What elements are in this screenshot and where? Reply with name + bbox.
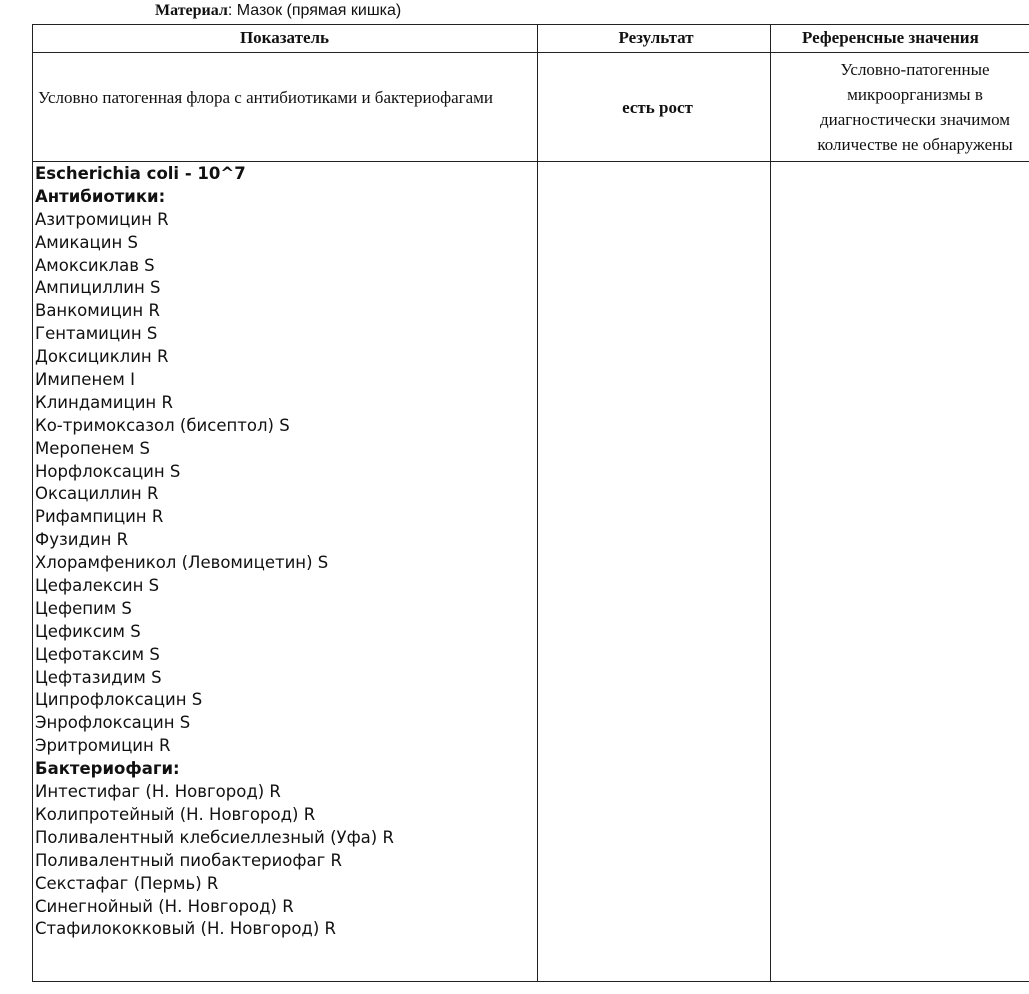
antibiotic-item: Оксациллин R xyxy=(35,484,159,504)
phage-item: Колипротейный (Н. Новгород) R xyxy=(35,804,316,824)
phages-heading: Бактериофаги: xyxy=(35,759,180,779)
phage-item: Стафилококковый (Н. Новгород) R xyxy=(35,919,336,939)
antibiotic-item: Цефалексин S xyxy=(35,576,160,596)
column-divider-reference xyxy=(770,24,771,981)
phage-item: Синегнойный (Н. Новгород) R xyxy=(35,896,294,916)
sensitivity-list xyxy=(35,163,535,941)
antibiotic-item: Хлорамфеникол (Левомицетин) S xyxy=(35,553,329,573)
phage-item: Поливалентный клебсиеллезный (Уфа) R xyxy=(35,827,394,847)
table-border-bottom xyxy=(32,981,1029,982)
antibiotic-item: Меропенем S xyxy=(35,438,151,458)
header-divider xyxy=(32,52,1029,53)
material-value: : Мазок (прямая кишка) xyxy=(227,2,402,19)
antibiotic-item: Ко-тримоксазол (бисептол) S xyxy=(35,415,290,435)
header-indicator: Показатель xyxy=(239,28,330,47)
header-reference: Референсные значения xyxy=(802,28,979,47)
material-label: Материал xyxy=(155,2,228,19)
reference-line: Условно-патогенные xyxy=(840,60,990,79)
row-divider xyxy=(32,161,1029,162)
antibiotic-item: Гентамицин S xyxy=(35,324,158,344)
phage-item: Поливалентный пиобактериофаг R xyxy=(35,850,342,870)
indicator-flora-cell: Условно патогенная флора с антибиотиками и бактериофагами xyxy=(38,88,494,107)
reference-line: количестве не обнаружены xyxy=(817,135,1013,154)
antibiotic-item: Цефепим S xyxy=(35,598,132,618)
antibiotic-item: Энрофлоксацин S xyxy=(35,713,191,733)
antibiotic-item: Клиндамицин R xyxy=(35,392,173,412)
column-divider-result xyxy=(537,24,538,981)
result-value: есть рост xyxy=(622,98,693,117)
phage-item: Интестифаг (Н. Новгород) R xyxy=(35,782,281,802)
antibiotic-item: Ампициллин S xyxy=(35,278,161,298)
antibiotic-item: Доксициклин R xyxy=(35,347,169,367)
reference-line: диагностически значимом xyxy=(819,110,1011,129)
antibiotic-item: Цефтазидим S xyxy=(35,667,162,687)
header-result: Результат xyxy=(618,28,694,47)
antibiotic-item: Цефотаксим S xyxy=(35,644,160,664)
reference-line: микроорганизмы в xyxy=(847,85,983,104)
antibiotic-item: Амоксиклав S xyxy=(35,255,155,275)
phage-item: Секстафаг (Пермь) R xyxy=(35,873,219,893)
organism-title: Escherichia coli - 10^7 xyxy=(35,164,246,183)
antibiotic-item: Цефиксим S xyxy=(35,621,141,641)
antibiotic-item: Амикацин S xyxy=(35,232,138,252)
antibiotic-item: Азитромицин R xyxy=(35,209,169,229)
reference-value xyxy=(770,57,1029,157)
antibiotics-heading: Антибиотики: xyxy=(35,186,166,206)
antibiotic-item: Норфлоксацин S xyxy=(35,461,181,481)
antibiotic-item: Эритромицин R xyxy=(35,736,171,756)
antibiotic-item: Ванкомицин R xyxy=(35,301,160,321)
antibiotic-item: Рифампицин R xyxy=(35,507,164,527)
antibiotic-item: Фузидин R xyxy=(35,530,129,550)
antibiotic-item: Ципрофлоксацин S xyxy=(35,690,203,710)
material-line xyxy=(155,0,401,22)
antibiotic-item: Имипенем I xyxy=(35,370,135,390)
table-border-left xyxy=(32,24,33,981)
